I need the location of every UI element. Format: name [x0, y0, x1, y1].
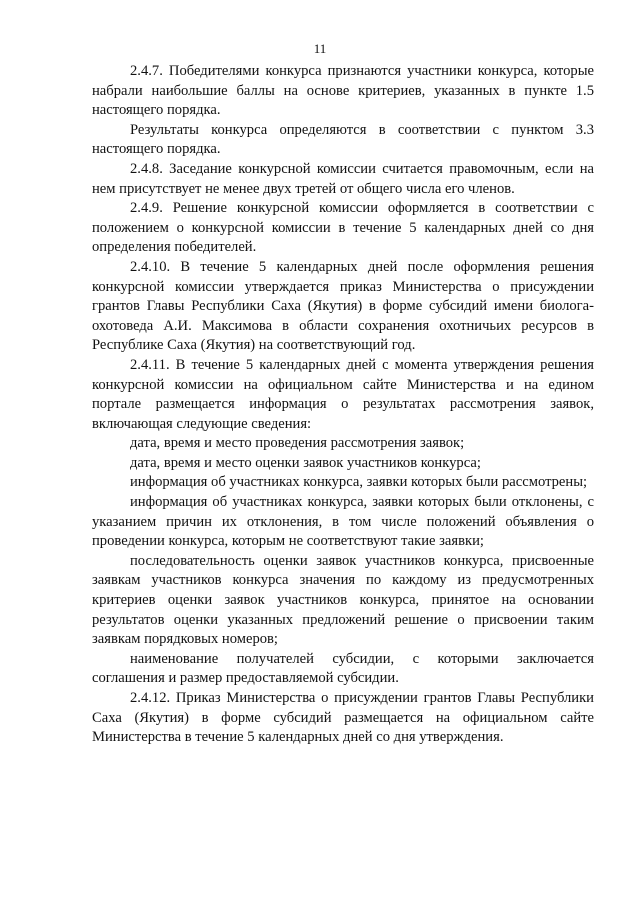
list-item-rejected-participants: информация об участниках конкурса, заявки которых были отклонены, с указанием причин их отклонения, в том числе положений объявления о проведении конкурса, которым не соответствуют такие заявки; — [92, 494, 594, 550]
list-item-evaluation-sequence: последовательность оценки заявок участников конкурса, присвоенные заявкам участников конкурса значения по каждому из предусмотренных критериев оценки заявок участников конкурса, принятое на основании результатов оценки указанных предложений решение о присвоении таким заявкам порядковых номеров; — [92, 552, 594, 648]
paragraph-2-4-8: 2.4.8. Заседание конкурсной комиссии считается правомочным, если на нем присутствует не менее двух третей от общего числа его членов. — [92, 160, 594, 197]
page-number: 11 — [313, 41, 327, 56]
document-body — [92, 62, 594, 748]
list-item-reviewed-participants: информация об участниках конкурса, заявки которых были рассмотрены; — [130, 474, 588, 491]
paragraph-2-4-9: 2.4.9. Решение конкурсной комиссии оформляется в соответствии с положением о конкурсной комиссии в течение 5 календарных дней со дня определения победителей. — [92, 200, 594, 256]
paragraph-2-4-11: 2.4.11. В течение 5 календарных дней с момента утверждения решения конкурсной комиссии на официальном сайте Министерства и на едином портале размещается информация о результатах рассмотрения заявок, включающая следующие сведения: — [92, 356, 594, 432]
paragraph-results: Результаты конкурса определяются в соответствии с пунктом 3.3 настоящего порядка. — [92, 121, 594, 158]
list-item-evaluation-date: дата, время и место оценки заявок участников конкурса; — [130, 454, 481, 471]
paragraph-2-4-12: 2.4.12. Приказ Министерства о присуждении грантов Главы Республики Саха (Якутия) в форме субсидий размещается на официальном сайте Министерства в течение 5 календарных дней со дня утверждения. — [92, 690, 594, 746]
list-item-recipients: наименование получателей субсидии, с которыми заключается соглашения и размер предоставляемой субсидии. — [92, 650, 594, 687]
paragraph-2-4-7: 2.4.7. Победителями конкурса признаются участники конкурса, которые набрали наибольшие баллы на основе критериев, указанных в пункте 1.5 настоящего порядка. — [92, 63, 594, 119]
list-item-review-date: дата, время и место проведения рассмотрения заявок; — [130, 435, 465, 452]
paragraph-2-4-10: 2.4.10. В течение 5 календарных дней после оформления решения конкурсной комиссии утверждается приказ Министерства о присуждении грантов Главы Республики Саха (Якутия) в форме субсидий имени биолога-охотоведа А.И. Максимова в области сохранения охотничьих ресурсов в Республике Саха (Якутия) на соответствующий год. — [92, 258, 594, 354]
